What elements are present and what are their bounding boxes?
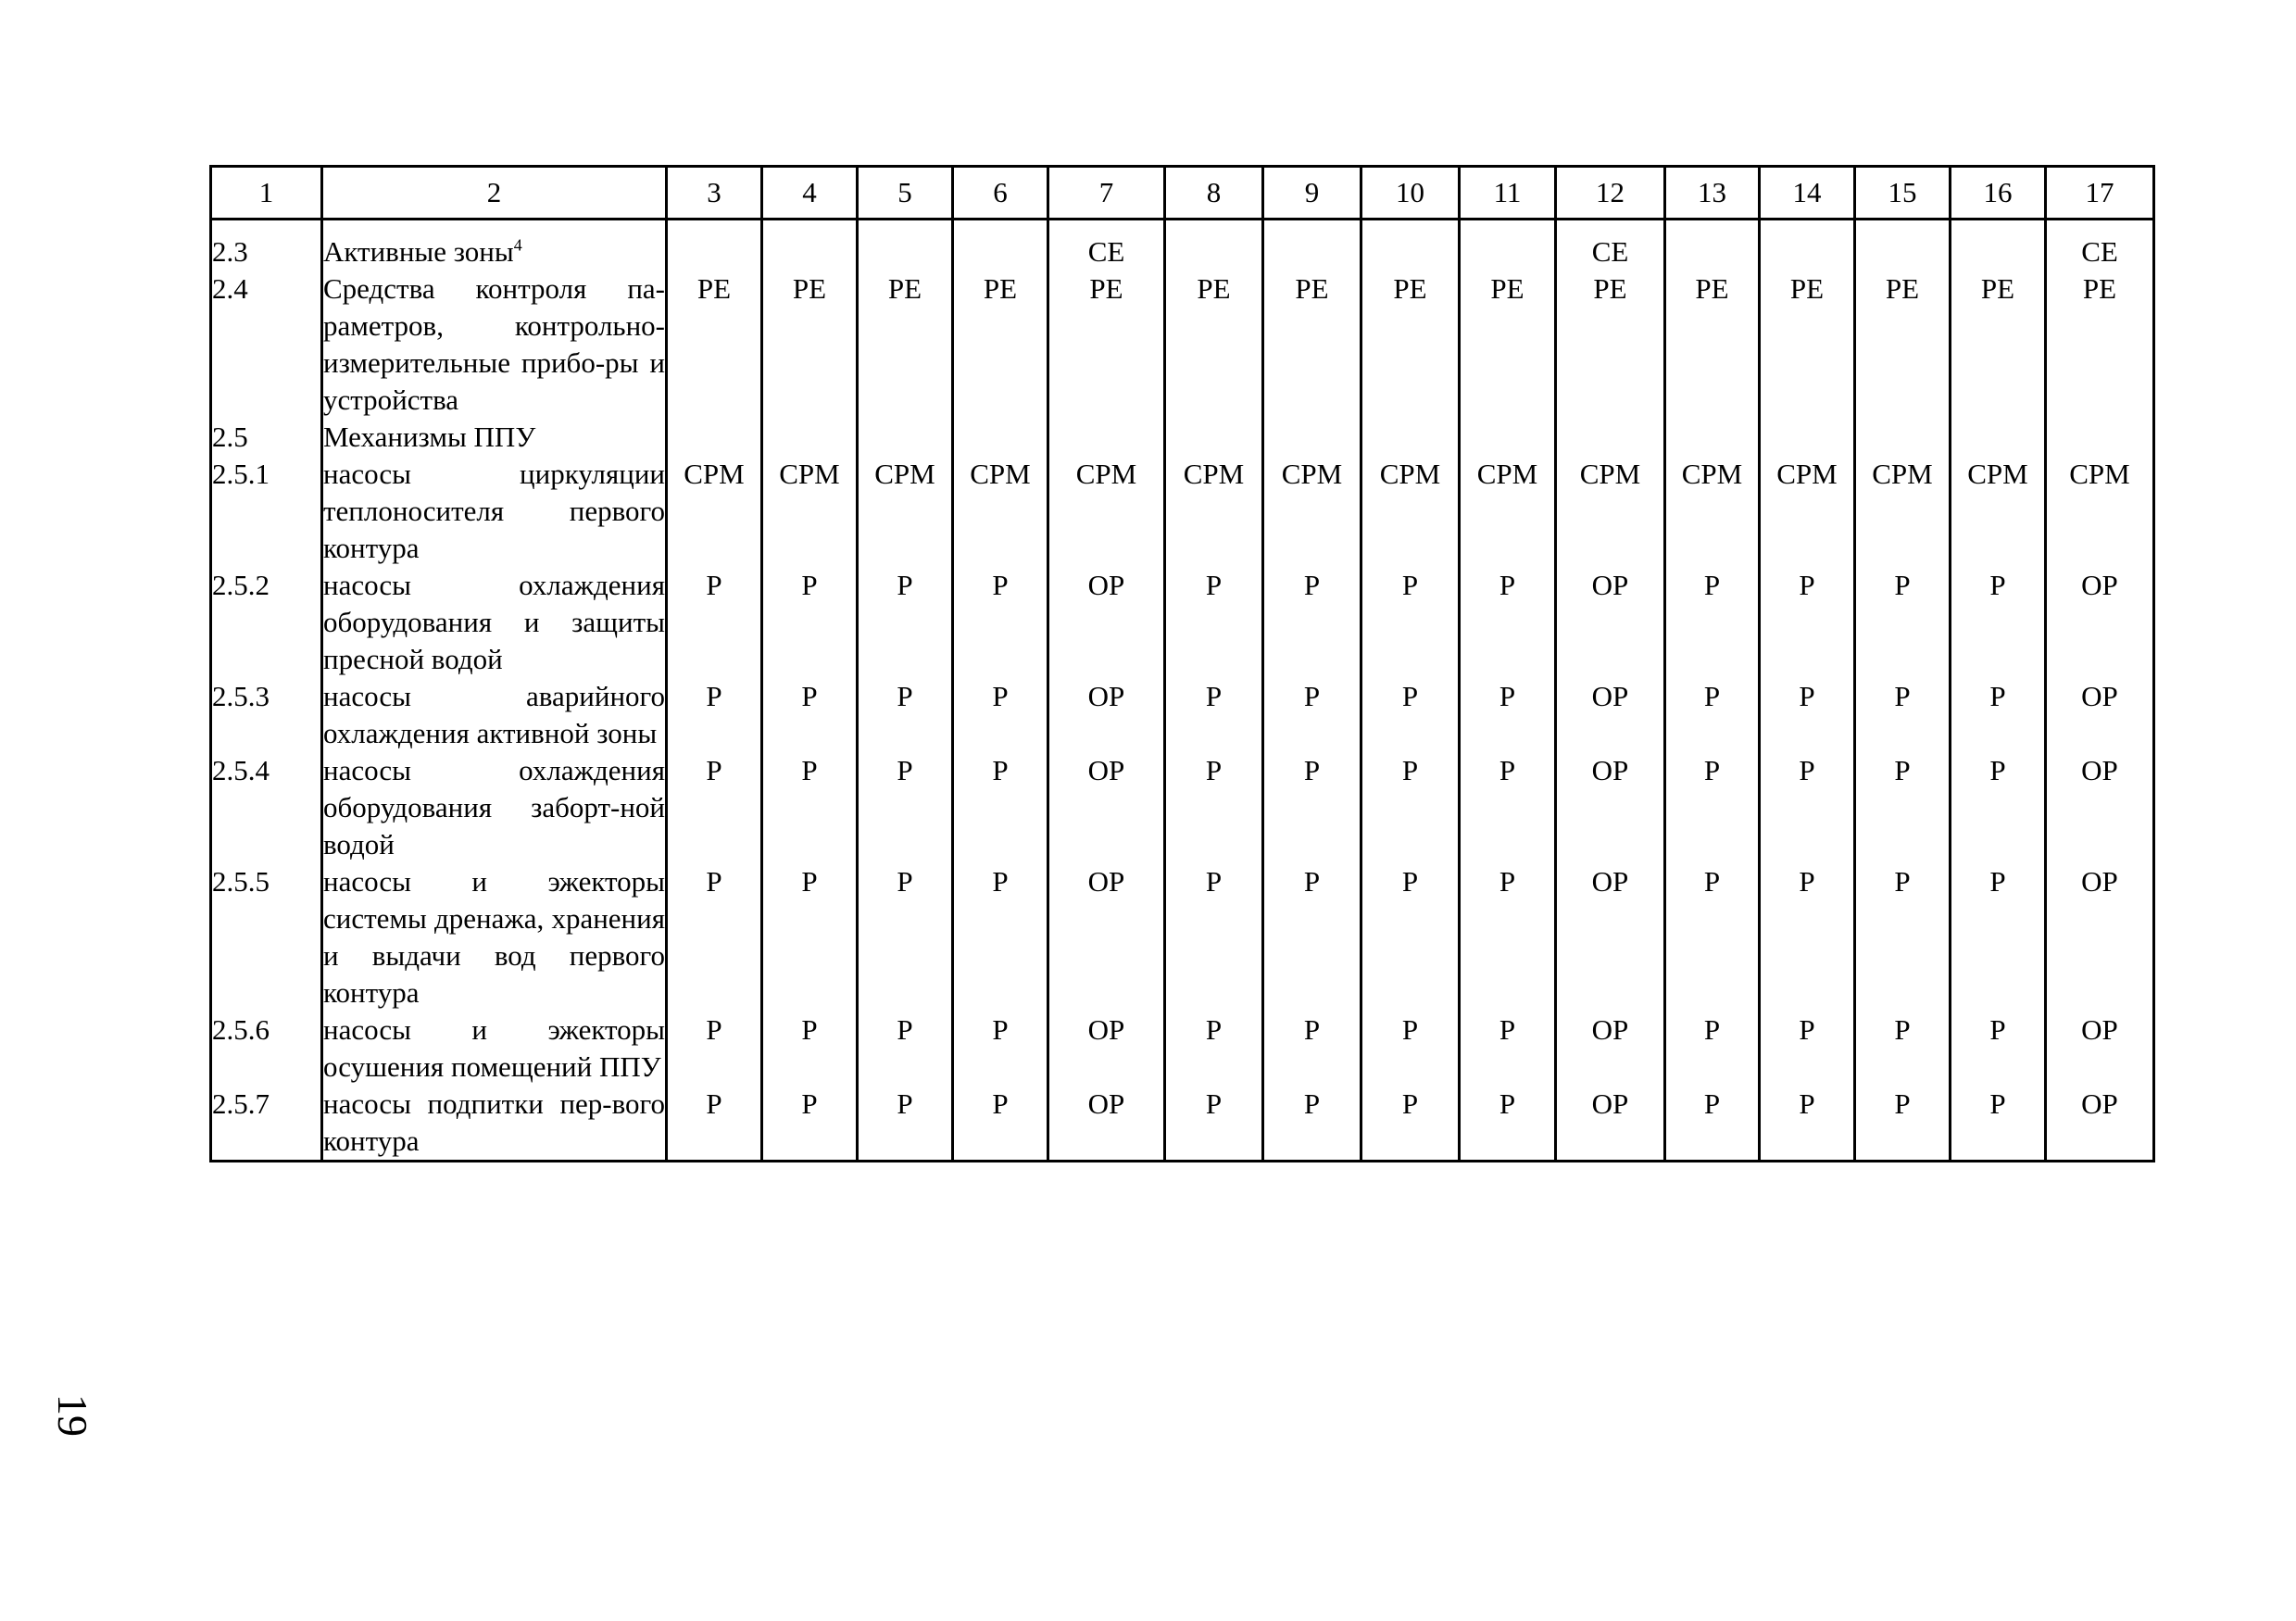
value-cell: ОР [1556, 1012, 1665, 1086]
value-cell [1460, 419, 1556, 456]
row-number: 2.5.4 [211, 752, 322, 863]
column-header: 17 [2046, 167, 2154, 220]
value-cell: СРМ [1263, 456, 1361, 567]
column-header: 11 [1460, 167, 1556, 220]
table-row [211, 220, 2154, 271]
value-cell: ОР [1556, 678, 1665, 752]
value-cell: РЕ [762, 270, 858, 419]
table-row [211, 752, 2154, 863]
column-header: 14 [1760, 167, 1855, 220]
column-header: 9 [1263, 167, 1361, 220]
value-cell: ОР [1048, 863, 1165, 1012]
value-cell: Р [1760, 567, 1855, 678]
row-name-text: насосы аварийного охлаждения активной зоны [323, 680, 665, 749]
value-cell: РЕ [1460, 270, 1556, 419]
value-cell: Р [667, 752, 762, 863]
value-cell: СЕ [2046, 220, 2154, 271]
column-header: 10 [1361, 167, 1460, 220]
value-cell: Р [953, 1012, 1048, 1086]
row-name [322, 567, 667, 678]
value-cell: Р [762, 752, 858, 863]
value-cell: Р [858, 1086, 953, 1162]
value-cell: ОР [1048, 567, 1165, 678]
value-cell: Р [1263, 567, 1361, 678]
value-cell: Р [1760, 752, 1855, 863]
value-cell: Р [1760, 678, 1855, 752]
value-cell: РЕ [1165, 270, 1263, 419]
value-cell: Р [762, 567, 858, 678]
row-name [322, 863, 667, 1012]
value-cell [1460, 220, 1556, 271]
value-cell: Р [1855, 752, 1951, 863]
value-cell [1263, 220, 1361, 271]
row-name-text: насосы охлаждения оборудования заборт-ной водой [323, 754, 665, 861]
classification-table [209, 165, 2155, 1162]
value-cell: ОР [2046, 863, 2154, 1012]
value-cell: Р [1460, 678, 1556, 752]
value-cell: Р [667, 1012, 762, 1086]
value-cell: ОР [2046, 1012, 2154, 1086]
value-cell: РЕ [1665, 270, 1760, 419]
value-cell: Р [1361, 1086, 1460, 1162]
row-name [322, 270, 667, 419]
row-name [322, 1012, 667, 1086]
value-cell: СРМ [1361, 456, 1460, 567]
value-cell [1165, 419, 1263, 456]
value-cell: РЕ [1556, 270, 1665, 419]
table-row [211, 1086, 2154, 1162]
value-cell: СРМ [1460, 456, 1556, 567]
value-cell: СРМ [1951, 456, 2046, 567]
value-cell: Р [858, 752, 953, 863]
value-cell: Р [667, 1086, 762, 1162]
value-cell: РЕ [1048, 270, 1165, 419]
value-cell: Р [762, 678, 858, 752]
value-cell [1951, 220, 2046, 271]
value-cell: Р [953, 567, 1048, 678]
value-cell: Р [1665, 1086, 1760, 1162]
table-row [211, 567, 2154, 678]
value-cell: Р [1665, 1012, 1760, 1086]
value-cell: РЕ [1855, 270, 1951, 419]
row-name-text: насосы и эжекторы осушения помещений ППУ [323, 1013, 665, 1083]
value-cell: СРМ [953, 456, 1048, 567]
value-cell: РЕ [953, 270, 1048, 419]
value-cell: Р [1760, 1086, 1855, 1162]
value-cell: Р [953, 863, 1048, 1012]
value-cell [2046, 419, 2154, 456]
row-number: 2.3 [211, 220, 322, 271]
value-cell [953, 419, 1048, 456]
table-row [211, 419, 2154, 456]
column-header: 1 [211, 167, 322, 220]
value-cell: Р [1263, 752, 1361, 863]
value-cell [1760, 419, 1855, 456]
value-cell [1855, 220, 1951, 271]
value-cell: ОР [1556, 1086, 1665, 1162]
row-name [322, 220, 667, 271]
column-header: 5 [858, 167, 953, 220]
value-cell [1760, 220, 1855, 271]
value-cell: РЕ [1951, 270, 2046, 419]
column-header: 6 [953, 167, 1048, 220]
value-cell: Р [1165, 1086, 1263, 1162]
row-number: 2.5 [211, 419, 322, 456]
value-cell: Р [858, 678, 953, 752]
value-cell: Р [1165, 752, 1263, 863]
value-cell: СЕ [1048, 220, 1165, 271]
column-header: 8 [1165, 167, 1263, 220]
value-cell: Р [953, 1086, 1048, 1162]
value-cell: Р [1855, 567, 1951, 678]
row-number: 2.5.2 [211, 567, 322, 678]
value-cell: СРМ [1855, 456, 1951, 567]
value-cell: Р [1361, 752, 1460, 863]
value-cell: СРМ [1048, 456, 1165, 567]
value-cell: Р [667, 863, 762, 1012]
value-cell: Р [762, 1012, 858, 1086]
table-body [211, 220, 2154, 1162]
column-header: 4 [762, 167, 858, 220]
value-cell [858, 419, 953, 456]
row-number: 2.5.7 [211, 1086, 322, 1162]
value-cell: Р [1855, 678, 1951, 752]
value-cell: ОР [2046, 678, 2154, 752]
value-cell: Р [1665, 752, 1760, 863]
value-cell: Р [1951, 678, 2046, 752]
column-header: 13 [1665, 167, 1760, 220]
value-cell: ОР [2046, 1086, 2154, 1162]
column-header: 16 [1951, 167, 2046, 220]
row-name-text: Средства контроля па-раметров, контрольно-измерительные прибо-ры и устройства [323, 272, 665, 416]
value-cell: Р [1165, 567, 1263, 678]
value-cell: Р [1760, 1012, 1855, 1086]
value-cell: Р [1951, 567, 2046, 678]
value-cell: Р [1460, 863, 1556, 1012]
value-cell: ОР [1048, 1086, 1165, 1162]
value-cell: СЕ [1556, 220, 1665, 271]
value-cell: Р [858, 1012, 953, 1086]
row-name-text: Механизмы ППУ [323, 421, 536, 453]
value-cell: Р [667, 567, 762, 678]
value-cell: Р [762, 863, 858, 1012]
column-header: 7 [1048, 167, 1165, 220]
value-cell [1361, 220, 1460, 271]
value-cell: Р [1460, 1012, 1556, 1086]
value-cell: Р [1951, 1012, 2046, 1086]
value-cell: СРМ [858, 456, 953, 567]
value-cell: Р [1165, 863, 1263, 1012]
value-cell: Р [1760, 863, 1855, 1012]
value-cell [1665, 220, 1760, 271]
value-cell: ОР [1048, 678, 1165, 752]
value-cell: Р [1165, 1012, 1263, 1086]
value-cell: Р [1460, 1086, 1556, 1162]
value-cell: Р [1855, 1012, 1951, 1086]
value-cell: СРМ [1760, 456, 1855, 567]
row-name-text: насосы циркуляции теплоносителя первого контура [323, 458, 665, 564]
value-cell: Р [1361, 1012, 1460, 1086]
value-cell: ОР [1048, 752, 1165, 863]
value-cell: Р [1855, 1086, 1951, 1162]
value-cell: Р [1460, 567, 1556, 678]
row-number: 2.5.5 [211, 863, 322, 1012]
value-cell: РЕ [667, 270, 762, 419]
value-cell: ОР [1048, 1012, 1165, 1086]
value-cell: СРМ [1665, 456, 1760, 567]
value-cell: Р [1263, 1012, 1361, 1086]
value-cell: Р [953, 752, 1048, 863]
value-cell [762, 220, 858, 271]
value-cell: СРМ [667, 456, 762, 567]
value-cell: Р [1460, 752, 1556, 863]
value-cell: Р [1665, 678, 1760, 752]
column-header: 12 [1556, 167, 1665, 220]
value-cell [1556, 419, 1665, 456]
column-header: 15 [1855, 167, 1951, 220]
value-cell: СРМ [762, 456, 858, 567]
table-row [211, 456, 2154, 567]
row-name-text: насосы подпитки пер-вого контура [323, 1087, 665, 1157]
row-number: 2.5.3 [211, 678, 322, 752]
table-row [211, 863, 2154, 1012]
value-cell [1165, 220, 1263, 271]
value-cell [1361, 419, 1460, 456]
row-number: 2.5.6 [211, 1012, 322, 1086]
page-number: 19 [49, 1394, 96, 1437]
value-cell: Р [858, 863, 953, 1012]
row-name-text: насосы и эжекторы системы дренажа, хранения и выдачи вод первого контура [323, 865, 665, 1009]
row-name [322, 1086, 667, 1162]
value-cell: СРМ [1556, 456, 1665, 567]
value-cell: РЕ [1760, 270, 1855, 419]
value-cell: СРМ [1165, 456, 1263, 567]
table-row [211, 678, 2154, 752]
value-cell [1951, 419, 2046, 456]
value-cell: Р [1263, 863, 1361, 1012]
value-cell: Р [762, 1086, 858, 1162]
value-cell: Р [1665, 863, 1760, 1012]
value-cell: Р [953, 678, 1048, 752]
value-cell: РЕ [858, 270, 953, 419]
value-cell: Р [1951, 752, 2046, 863]
value-cell: Р [1951, 1086, 2046, 1162]
value-cell [953, 220, 1048, 271]
column-header: 3 [667, 167, 762, 220]
table-row [211, 270, 2154, 419]
value-cell: Р [1361, 863, 1460, 1012]
value-cell: ОР [2046, 752, 2154, 863]
value-cell [1263, 419, 1361, 456]
value-cell [762, 419, 858, 456]
value-cell: ОР [1556, 752, 1665, 863]
value-cell: Р [1665, 567, 1760, 678]
row-number: 2.4 [211, 270, 322, 419]
value-cell: Р [1165, 678, 1263, 752]
value-cell: Р [1263, 1086, 1361, 1162]
value-cell: Р [1263, 678, 1361, 752]
value-cell: РЕ [1263, 270, 1361, 419]
value-cell: Р [1361, 567, 1460, 678]
value-cell: Р [858, 567, 953, 678]
row-name [322, 678, 667, 752]
footnote-ref: 4 [513, 235, 522, 255]
value-cell [1665, 419, 1760, 456]
row-name-text: Активные зоны [323, 235, 514, 268]
table-header [211, 167, 2154, 220]
header-row [211, 167, 2154, 220]
value-cell [858, 220, 953, 271]
value-cell: РЕ [2046, 270, 2154, 419]
value-cell: РЕ [1361, 270, 1460, 419]
value-cell: Р [1855, 863, 1951, 1012]
value-cell: ОР [1556, 863, 1665, 1012]
value-cell: ОР [2046, 567, 2154, 678]
value-cell [1855, 419, 1951, 456]
value-cell [667, 220, 762, 271]
value-cell [1048, 419, 1165, 456]
row-name [322, 752, 667, 863]
value-cell: Р [1951, 863, 2046, 1012]
row-name-text: насосы охлаждения оборудования и защиты пресной водой [323, 569, 665, 675]
value-cell: ОР [1556, 567, 1665, 678]
value-cell: Р [1361, 678, 1460, 752]
row-name [322, 419, 667, 456]
row-number: 2.5.1 [211, 456, 322, 567]
table-row [211, 1012, 2154, 1086]
row-name [322, 456, 667, 567]
value-cell: Р [667, 678, 762, 752]
value-cell: СРМ [2046, 456, 2154, 567]
column-header: 2 [322, 167, 667, 220]
value-cell [667, 419, 762, 456]
